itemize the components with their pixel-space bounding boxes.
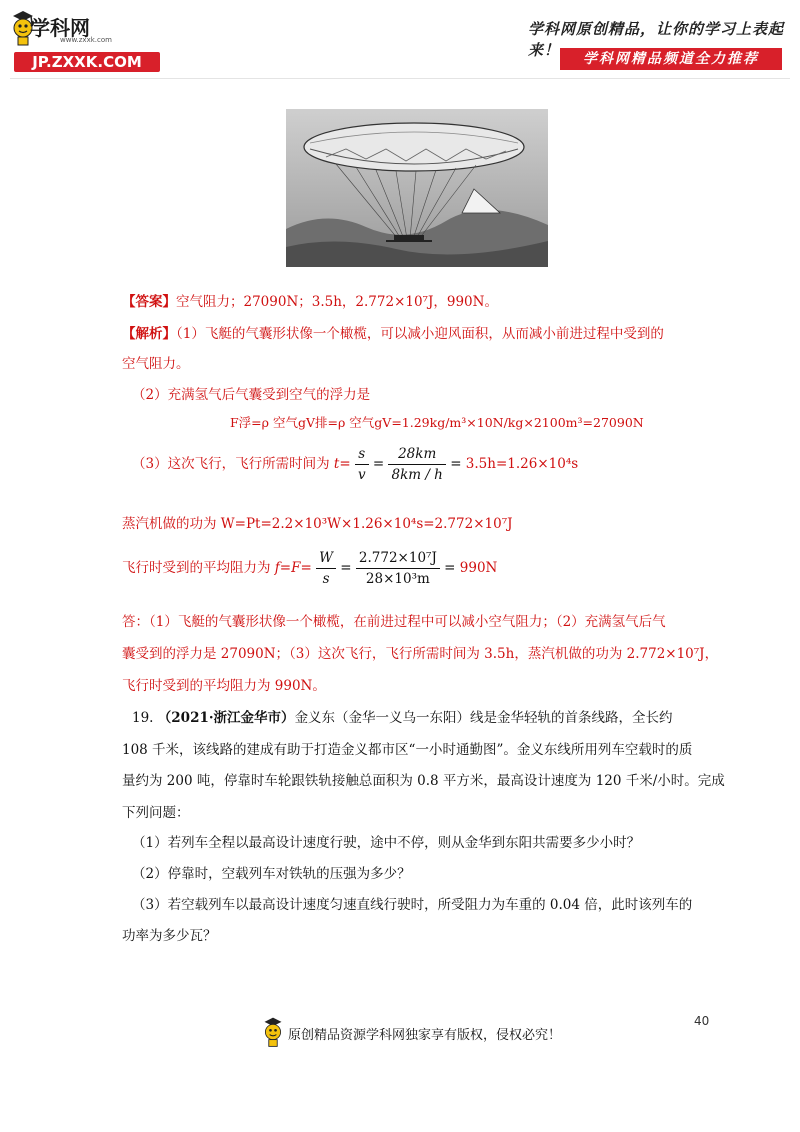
logo-subtitle: www.zxxk.com — [60, 36, 112, 44]
time-equation: （3）这次飞行，飞行所需时间为 t= $\frac{s}{v}$ = $\frac{28km}{8km / h}$ = 3.5h=1.26×10⁴s — [132, 446, 579, 483]
resistance-prefix: 飞行时受到的平均阻力为 — [122, 560, 271, 576]
time-result: 3.5h=1.26×10⁴s — [465, 456, 579, 472]
time-prefix: （3）这次飞行，飞行所需时间为 — [132, 456, 330, 472]
resistance-symbol: f=F= — [274, 560, 312, 576]
promo-banner: 学科网精品频道全力推荐 — [560, 48, 782, 70]
answer-tag: 【答案】 — [122, 294, 176, 310]
question-number: 19. — [132, 710, 154, 726]
conclusion-line-3: 飞行时受到的平均阻力为 990N。 — [122, 678, 326, 694]
question-19-line-2: 108 千米，该线路的建成有助于打造金义都市区“一小时通勤图”。金义东线所用列车空载时的质 — [122, 742, 693, 758]
sub-question-3-line-2: 功率为多少瓦？ — [122, 928, 217, 944]
fraction-numerator: 28km — [388, 444, 445, 465]
logo-title: 学科网 — [30, 16, 90, 40]
analysis-line-1 — [122, 324, 664, 344]
footer-mascot-icon — [262, 1016, 284, 1052]
copyright-notice: 原创精品资源学科网独家享有版权，侵权必究！ — [288, 1028, 562, 1043]
fraction-work-over-distance — [356, 548, 440, 589]
header-slogan: 学科网原创精品，让你的学习上表起来！ — [528, 20, 785, 59]
page-number: 40 — [694, 1014, 710, 1028]
answer-text: 空气阻力；27090N；3.5h，2.772×10⁷J，990N。 — [176, 294, 498, 310]
time-symbol: t= — [333, 456, 351, 472]
question-19-line-1 — [132, 708, 673, 728]
analysis-p2: （2）充满氢气后气囊受到空气的浮力是 — [132, 387, 371, 403]
sub-question-1: （1）若列车全程以最高设计速度行驶，途中不停，则从金华到东阳共需要多少小时？ — [132, 835, 641, 851]
fraction-numerator: W — [316, 548, 336, 569]
resistance-result: 990N — [459, 560, 498, 576]
conclusion-line-2: 囊受到的浮力是 27090N；（3）这次飞行，飞行所需时间为 3.5h，蒸汽机做的功为 2.772×10⁷J， — [122, 646, 719, 662]
question-19-line-4: 下列问题： — [122, 805, 190, 821]
sub-question-3-line-1: （3）若空载列车以最高设计速度匀速直线行驶时，所受阻力为车重的 0.04 倍，此时该列车的 — [132, 897, 693, 913]
sub-question-2: （2）停靠时，空载列车对铁轨的压强为多少？ — [132, 866, 411, 882]
question-19-line-3: 量约为 200 吨，停靠时车轮跟铁轨接触总面积为 0.8 平方米，最高设计速度为 120 千米/小时。完成 — [122, 773, 725, 789]
fraction-w-over-s — [316, 548, 336, 589]
fraction-numerator: 2.772×10⁷J — [356, 548, 440, 569]
analysis-p1b: 空气阻力。 — [122, 356, 190, 372]
question-source: （2021·浙江金华市） — [157, 710, 295, 726]
fraction-denominator: 28×10³m — [365, 571, 430, 587]
header-divider — [10, 78, 790, 79]
buoyancy-formula: F浮=ρ 空气gV排=ρ 空气gV=1.29kg/m³×10N/kg×2100m³=27090N — [230, 415, 644, 430]
answer-line — [122, 292, 498, 312]
fraction-numerator: s — [355, 444, 369, 465]
resistance-equation: 飞行时受到的平均阻力为 f=F= $\frac{W}{s}$ = $\frac{\text{2.772×10⁷J}}{\text{28×10³m}}$ = 990N — [122, 550, 498, 587]
fraction-28km-over-8kmh — [388, 444, 445, 485]
conclusion-line-1: 答：（1）飞艇的气囊形状像一个橄榄，在前进过程中可以减小空气阻力；（2）充满氢气后气 — [122, 614, 666, 630]
fraction-denominator: v — [357, 467, 366, 483]
fraction-s-over-v — [355, 444, 369, 485]
analysis-tag: 【解析】 — [122, 326, 176, 342]
airship-image — [286, 109, 548, 267]
fraction-denominator: 8km / h — [391, 467, 443, 483]
fraction-denominator: s — [322, 571, 330, 587]
analysis-p1a: （1）飞艇的气囊形状像一个橄榄，可以减小迎风面积，从而减小前进过程中受到的 — [176, 326, 664, 342]
work-equation: 蒸汽机做的功为 W=Pt=2.2×10³W×1.26×10⁴s=2.772×10⁷J — [122, 516, 513, 532]
question-text-1: 金义东（金华一义乌一东阳）线是金华轻轨的首条线路，全长约 — [294, 710, 673, 726]
logo-domain[interactable]: JP.ZXXK.COM — [14, 52, 160, 72]
